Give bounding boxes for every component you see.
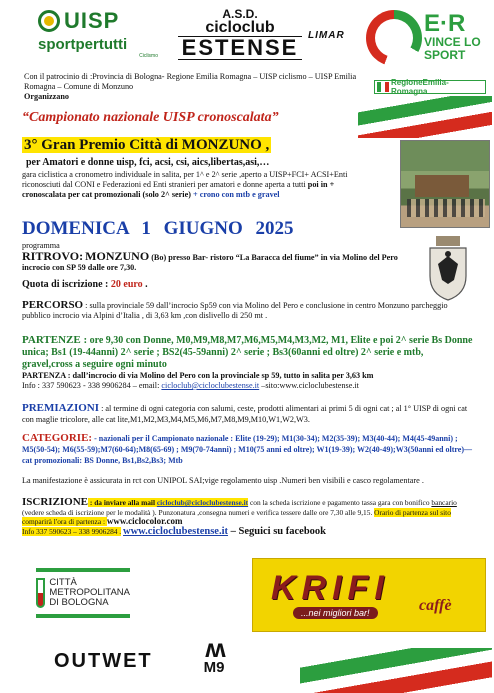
gran-premio-title bbox=[22, 137, 271, 154]
partenza-info bbox=[22, 371, 474, 391]
campionato-title: “Campionato nazionale UISP cronoscalata” bbox=[22, 110, 279, 125]
limar-logo: LIMAR bbox=[308, 30, 345, 41]
uisp-brand: UISP bbox=[64, 8, 120, 33]
iscrizione-hl-prefix: : da inviare alla mail bbox=[88, 498, 157, 507]
m9-text: M9 bbox=[203, 659, 225, 676]
monzuno-coat-of-arms-icon bbox=[426, 236, 470, 302]
uisp-sub: sportpertutti bbox=[38, 36, 128, 53]
club-estense: ESTENSE bbox=[178, 36, 303, 60]
partenze-text: ore 9,30 con Donne, M0,M9,M8,M7,M6,M5,M4,M3,M2, M1, Elite e poi 2^ serie Bs Donne unica; Bs1 (19-44anni) 2^ serie ; BS2(45-59anni) 2^ serie ; Bs3(60anni ed oltre) 2^ serie e mtb, gravel,cross a seguire ogni minuto bbox=[22, 335, 473, 370]
partenze-label: PARTENZE : bbox=[22, 334, 88, 346]
gp-city: MONZUNO bbox=[181, 137, 262, 153]
partenza-label: PARTENZA : dall’incrocio di via Molino del Pero con la provinciale sp 59, tutto in salita per 3,63 km bbox=[22, 371, 374, 380]
premiazioni bbox=[22, 403, 474, 425]
quota-value: 20 euro bbox=[110, 279, 143, 290]
categorie-text: - nazionali per il Campionato nazionale : Elite (19-29); M1(30-34); M2(35-39); M3(40-44); M4(45-49anni) ; M5(50-54); M6(55-59);M7(60-64);M8(65-69) ; M9(70-74anni) ; M10(75 anni ed oltre); W1(19-39); W2(40-49);W3(50anni ed oltre)— cat promozionali: BS Donne, Bs1,Bs2,Bs3; Mtb bbox=[22, 434, 472, 465]
cicloclub-site-link[interactable]: www.cicloclubestense.it bbox=[123, 525, 229, 537]
iscrizione-email-link[interactable]: cicloclub@cicloclubestense.it bbox=[156, 498, 249, 507]
ritrovo-place: MONZUNO bbox=[85, 249, 150, 263]
club-cicloclub: cicloclub bbox=[205, 19, 275, 36]
percorso-label: PERCORSO bbox=[22, 299, 84, 311]
organizzano-label: Organizzano bbox=[24, 92, 70, 101]
gp-prefix: 3° Gran Premio Città di bbox=[24, 137, 182, 153]
krifi-word: KRIFI bbox=[271, 569, 390, 607]
krifi-caffe-logo bbox=[252, 558, 486, 632]
categorie-label: CATEGORIE: bbox=[22, 432, 93, 444]
uisp-logo bbox=[38, 8, 158, 64]
regione-badge-label: RegioneEmilia-Romagna bbox=[390, 78, 449, 96]
premiazioni-text: : al termine di ogni categoria con salumi, ceste, prodotti alimentari ai primi 5 di ogni cat ; al 1° UISP di ogni cat con maglie tricolore, alle cat lite,M1,M2,M3,M4,M5,M6,M7,M8,M9,M10,W1,W2,W3. bbox=[22, 404, 468, 424]
uisp-tiny: Ciclismo bbox=[139, 53, 158, 59]
iscrizione-info: Info 337 590623 – 338 9906284 . bbox=[22, 526, 122, 536]
er-small-1: VINCE LO bbox=[424, 35, 481, 49]
cicloclub-logo bbox=[160, 8, 320, 60]
gara-bold: poi in + cronoscalata per cat promozionali (solo 2^ serie) bbox=[22, 180, 335, 199]
er-text bbox=[424, 12, 481, 62]
gp-suffix: , bbox=[261, 137, 270, 153]
tricolor-ribbon-top bbox=[358, 96, 492, 138]
er-vince-lo-sport-logo bbox=[366, 10, 492, 72]
metro-text bbox=[49, 578, 130, 608]
ciclocolor-site[interactable]: www.ciclocolor.com bbox=[106, 516, 183, 526]
gran-premio-highlight bbox=[22, 137, 271, 153]
iscrizione bbox=[22, 498, 474, 536]
ritrovo bbox=[22, 251, 422, 273]
patrocinio-text: Con il patrocinio di :Provincia di Bologna- Regione Emilia Romagna – UISP ciclismo – UISP Emilia Romagna – Comune di Monzuno bbox=[24, 72, 357, 91]
partenze bbox=[22, 334, 474, 371]
facebook-text: – Seguici su facebook bbox=[228, 525, 327, 537]
categorie bbox=[22, 433, 474, 466]
patrocinio bbox=[24, 72, 364, 102]
percorso-text: : sulla provinciale 59 dall’incrocio Sp59 con via Molino del Pero e conclusione in centro Monzuno parcheggio pubblico incrocio via Alpini d’Italia , di 3,63 km ,con dislivello di 250 mt . bbox=[22, 301, 448, 320]
m9-logo bbox=[188, 633, 240, 676]
gara-blue: + crono con mtb e gravel bbox=[190, 190, 280, 199]
er-small-2: SPORT bbox=[424, 48, 466, 62]
quota-label: Quota di iscrizione : bbox=[22, 279, 111, 290]
outwet-logo: OUTWET bbox=[54, 650, 153, 672]
club-asd: A.S.D. bbox=[222, 7, 258, 21]
regione-badge bbox=[374, 80, 486, 94]
info-email-link[interactable]: cicloclub@cicloclubestense.it bbox=[161, 381, 260, 390]
ritrovo-detail: (Bo) presso Bar- ristoro “La Baracca del fiume” in via Molino del Pero incrocio con SP 59 dalle ore 7,30. bbox=[22, 253, 398, 272]
metro-line3: DI BOLOGNA bbox=[49, 597, 109, 608]
photo-roof bbox=[415, 175, 469, 197]
iscrizione-orario: Orario di partenza sul sito comparirà l'ora di partenza : bbox=[22, 507, 451, 526]
venue-photo bbox=[400, 140, 490, 228]
iscrizione-text1: con la scheda iscrizione e pagamento tassa gara con bonifico bbox=[248, 498, 432, 507]
metro-line2: METROPOLITANA bbox=[49, 587, 130, 598]
bologna-shield-icon bbox=[36, 578, 45, 608]
quota-iscrizione bbox=[22, 279, 148, 290]
uisp-title bbox=[38, 8, 158, 34]
percorso bbox=[22, 300, 474, 321]
metro-line1: CITTÀ bbox=[49, 577, 77, 588]
photo-people bbox=[407, 199, 485, 217]
programma-label: programma bbox=[22, 241, 60, 250]
iscrizione-text2: (vedere scheda di iscrizione per le modalità ). Punzonatura ,consegna numeri e verifica tessere dalle ore 7,30 alle 9,15. bbox=[22, 507, 375, 517]
iscrizione-label: ISCRIZIONE bbox=[22, 496, 89, 508]
iscrizione-highlight bbox=[88, 498, 248, 507]
iscrizione-bancario: bancario bbox=[431, 498, 457, 507]
tricolor-ribbon-bottom bbox=[300, 648, 492, 693]
citta-metropolitana-logo bbox=[36, 568, 130, 618]
regione-flag-icon bbox=[377, 82, 389, 92]
er-circle-icon bbox=[366, 10, 422, 66]
gara-description bbox=[22, 170, 374, 200]
krifi-caffe: caffè bbox=[419, 597, 452, 614]
info-prefix: Info : 337 590623 - 338 9906284 – email: bbox=[22, 381, 162, 390]
ritrovo-label: RITROVO: bbox=[22, 249, 84, 263]
event-date: DOMENICA 1 GIUGNO 2025 bbox=[22, 218, 294, 239]
gp-subtitle: per Amatori e donne uisp, fci, acsi, csi, aics,libertas,asi,… bbox=[26, 157, 270, 168]
uisp-emblem-icon bbox=[38, 10, 60, 32]
gara-text: gara ciclistica a cronometro individuale in salita, per 1^ e 2^ serie ,aperto a UISP+FCI+ ACSI+Enti riconosciuti dal CONI e Federazioni ed Enti stranieri per amatori e donne aperta a tutti bbox=[22, 170, 348, 189]
quota-end: . bbox=[142, 279, 148, 290]
er-big: E·R bbox=[424, 10, 466, 37]
krifi-slogan: ...nei migliori bar! bbox=[293, 607, 378, 619]
premiazioni-label: PREMIAZIONI bbox=[22, 402, 100, 414]
m9-mark-icon: ʍ bbox=[205, 633, 223, 663]
info-suffix: –sito:www.cicloclubestense.it bbox=[259, 381, 359, 390]
manifestazione: La manifestazione è assicurata in rct con UNIPOL SAI;vige regolamento uisp .Numeri ben visibili e casco regolamentare . bbox=[22, 476, 424, 485]
